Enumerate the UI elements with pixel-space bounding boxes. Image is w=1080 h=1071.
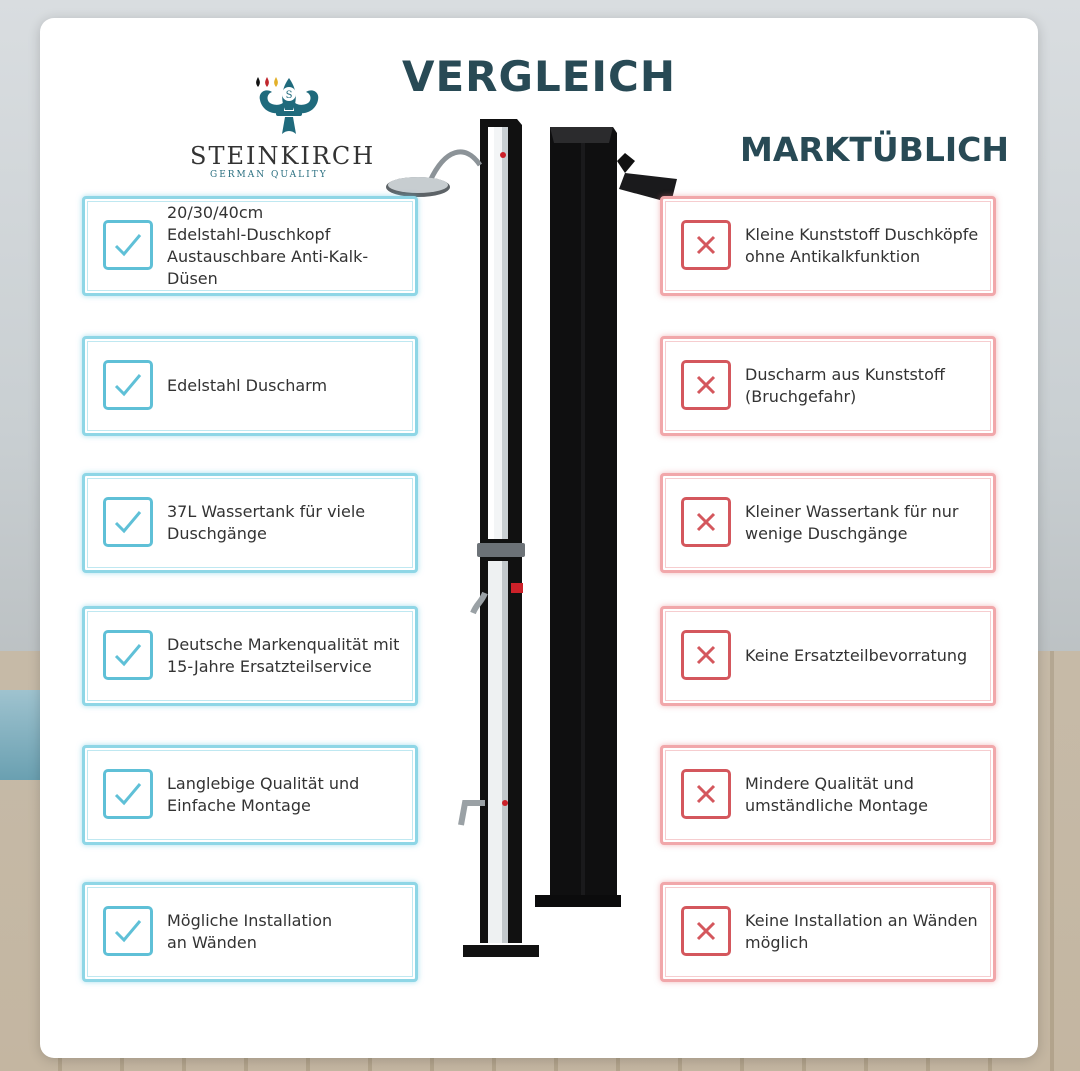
cross-icon: [695, 783, 717, 805]
steinkirch-feature: [82, 882, 418, 982]
competitor-feature: [660, 336, 996, 436]
cross-mark: [681, 360, 731, 410]
checkmark-icon: [113, 509, 143, 535]
page-title: VERGLEICH: [401, 52, 677, 101]
checkmark-icon: [113, 781, 143, 807]
feature-text: Mindere Qualität und umständliche Montage: [745, 774, 929, 815]
logo-monogram: S: [285, 90, 293, 101]
brand-logo: [190, 76, 390, 186]
cross-mark: [681, 497, 731, 547]
feature-text: 37L Wassertank für viele Duschgänge: [167, 502, 366, 543]
pool-background: [0, 690, 40, 780]
german-flag-drops-icon: [254, 76, 284, 88]
checkbox-mark: [103, 630, 153, 680]
cross-icon: [695, 234, 717, 256]
checkbox-mark: [103, 497, 153, 547]
steinkirch-feature: [82, 336, 418, 436]
cross-mark: [681, 906, 731, 956]
checkbox-mark: [103, 769, 153, 819]
cross-icon: [695, 511, 717, 533]
cross-icon: [695, 920, 717, 942]
comparison-card: [40, 18, 1038, 1058]
competitor-feature: [660, 473, 996, 573]
logo-name: STEINKIRCH: [190, 142, 376, 170]
cross-icon: [695, 644, 717, 666]
checkmark-icon: [113, 918, 143, 944]
feature-text: Kleiner Wassertank für nur wenige Duschgänge: [745, 502, 959, 543]
cross-icon: [695, 374, 717, 396]
competitor-feature: [660, 606, 996, 706]
steinkirch-feature: [82, 606, 418, 706]
generic-shower-illustration: [535, 127, 677, 907]
feature-text: Keine Ersatzteilbevorratung: [745, 646, 968, 665]
steinkirch-feature: [82, 745, 418, 845]
competitor-heading: MARKTÜBLICH: [740, 130, 1009, 169]
feature-text: Keine Installation an Wänden möglich: [745, 911, 978, 952]
checkbox-mark: [103, 906, 153, 956]
checkmark-icon: [113, 232, 143, 258]
feature-text: Deutsche Markenqualität mit 15-Jahre Ersatzteilservice: [167, 635, 400, 676]
competitor-feature: [660, 882, 996, 982]
feature-text: Duscharm aus Kunststoff (Bruchgefahr): [745, 365, 945, 406]
competitor-feature: [660, 196, 996, 296]
checkbox-mark: [103, 360, 153, 410]
shower-illustrations: [385, 113, 685, 973]
cross-mark: [681, 769, 731, 819]
feature-text: Langlebige Qualität und Einfache Montage: [167, 774, 360, 815]
feature-text: Edelstahl Duscharm: [167, 376, 328, 395]
steinkirch-feature: [82, 196, 418, 296]
feature-text: Mögliche Installation an Wänden: [167, 911, 333, 952]
checkmark-icon: [113, 372, 143, 398]
feature-text: 20/30/40cm Edelstahl-Duschkopf Austauschbare Anti-Kalk-Düsen: [167, 203, 369, 288]
feature-text: Kleine Kunststoff Duschköpfe ohne Antikalkfunktion: [745, 225, 979, 266]
competitor-feature: [660, 745, 996, 845]
steinkirch-feature: [82, 473, 418, 573]
checkmark-icon: [113, 642, 143, 668]
cross-mark: [681, 630, 731, 680]
logo-subtitle: GERMAN QUALITY: [210, 170, 328, 180]
cross-mark: [681, 220, 731, 270]
checkbox-mark: [103, 220, 153, 270]
